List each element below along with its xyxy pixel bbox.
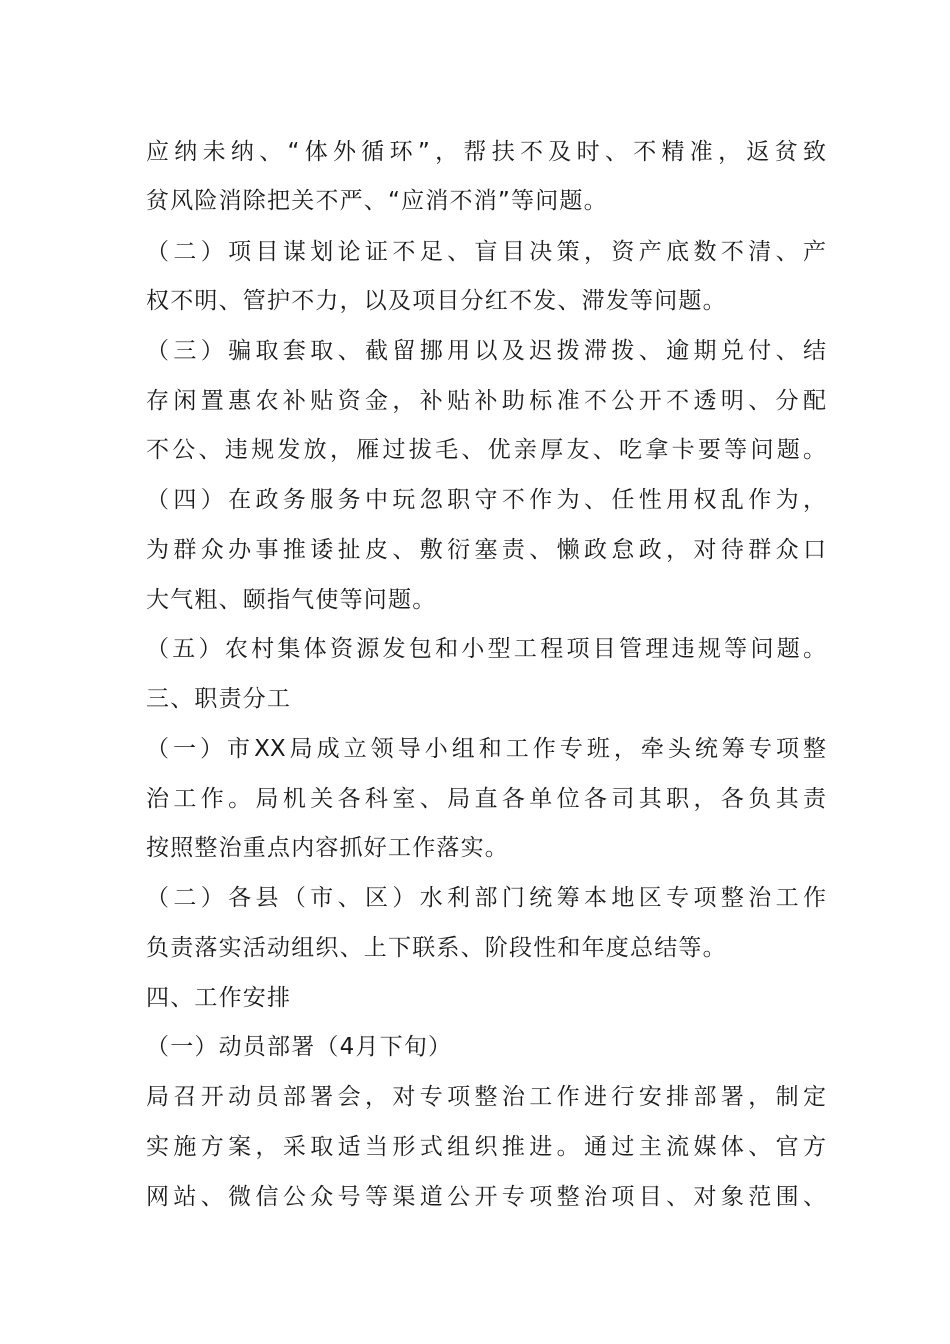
text-line-1: 应纳未纳、“体外循环”，帮扶不及时、不精准，返贫致: [146, 139, 826, 165]
text-line-4: 权不明、管护不力，以及项目分红不发、滞发等问题。: [146, 288, 727, 314]
text-line-13: （一）市XX局成立领导小组和工作专班，牵头统筹专项整: [146, 736, 826, 762]
subsection-heading-mobilization: （一）动员部署（4月下旬）: [146, 1034, 453, 1060]
text-line-14: 治工作。局机关各科室、局直各单位各司其职，各负其责: [146, 786, 826, 812]
text-line-7: 不公、违规发放，雁过拔毛、优亲厚友、吃拿卡要等问题。: [146, 437, 826, 463]
text-line-10: 大气粗、颐指气使等问题。: [146, 587, 437, 613]
text-line-3: （二）项目谋划论证不足、盲目决策，资产底数不清、产: [146, 239, 826, 265]
text-line-15: 按照整治重点内容抓好工作落实。: [146, 835, 509, 861]
text-line-11: （五）农村集体资源发包和小型工程项目管理违规等问题。: [146, 636, 826, 662]
text-line-21: 实施方案，采取适当形式组织推进。通过主流媒体、官方: [146, 1134, 826, 1160]
text-line-2: 贫风险消除把关不严、“应消不消”等问题。: [146, 188, 608, 214]
text-line-17: 负责落实活动组织、上下联系、阶段性和年度总结等。: [146, 935, 727, 961]
text-line-9: 为群众办事推诿扯皮、敷衍塞责、懒政怠政，对待群众口: [146, 537, 826, 563]
text-line-8: （四）在政务服务中玩忽职守不作为、任性用权乱作为，: [146, 487, 826, 513]
text-line-5: （三）骗取套取、截留挪用以及迟拨滞拨、逾期兑付、结: [146, 338, 826, 364]
section-heading-responsibilities: 三、职责分工: [146, 686, 292, 712]
text-line-16: （二）各县（市、区）水利部门统筹本地区专项整治工作: [146, 885, 826, 911]
section-heading-arrangements: 四、工作安排: [146, 985, 292, 1011]
text-line-22: 网站、微信公众号等渠道公开专项整治项目、对象范围、: [146, 1184, 826, 1210]
text-line-6: 存闲置惠农补贴资金，补贴补助标准不公开不透明、分配: [146, 388, 826, 414]
text-line-20: 局召开动员部署会，对专项整治工作进行安排部署，制定: [146, 1084, 826, 1110]
